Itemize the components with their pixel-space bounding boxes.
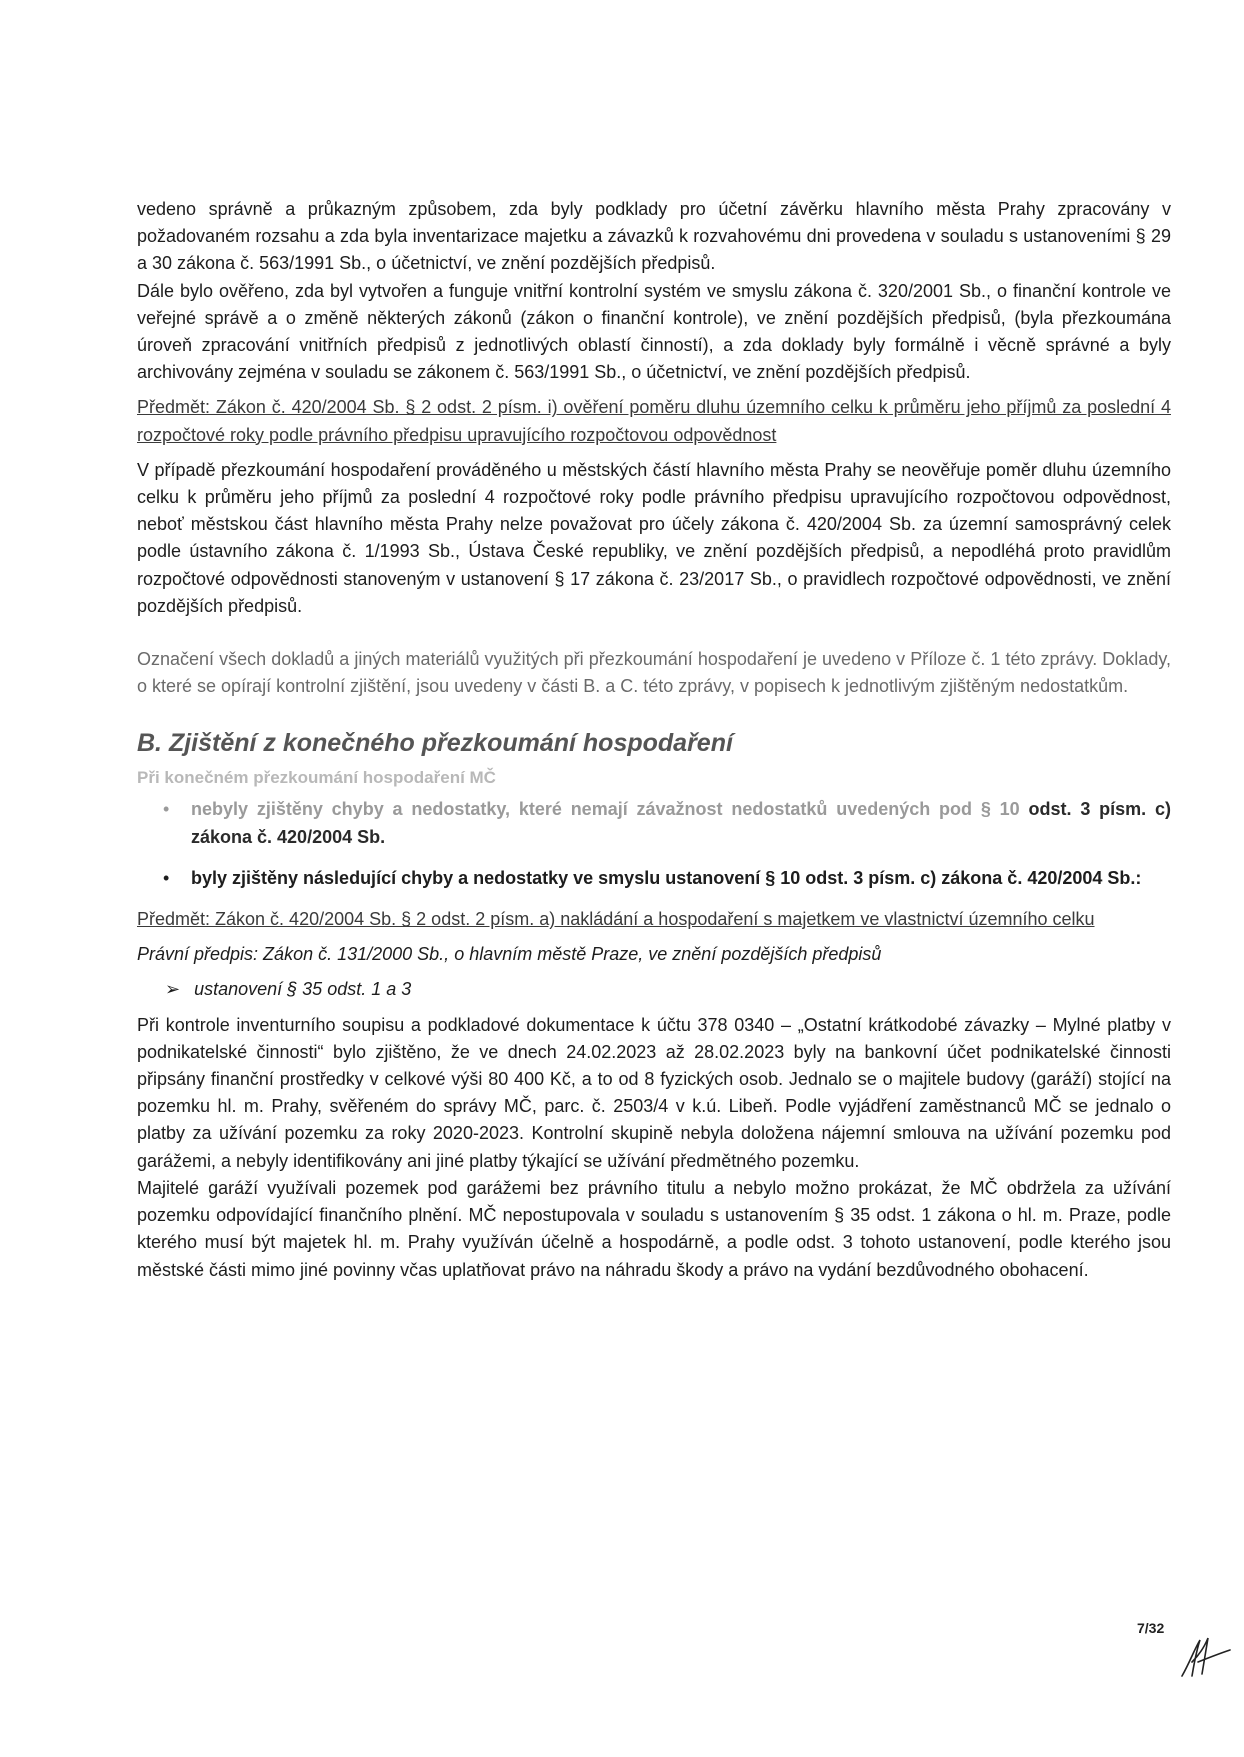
provision-item xyxy=(137,976,1171,1003)
section-b-heading: B. Zjištění z konečného přezkoumání hospodaření xyxy=(137,729,733,758)
subject-debt-ratio: Předmět: Zákon č. 420/2004 Sb. § 2 odst. 2 písm. i) ověření poměru dluhu územního celku k průměru jeho příjmů za poslední 4 rozpočtové roky podle právního předpisu upravujícího rozpočtovou odpovědnost xyxy=(137,397,1171,445)
bullet-icon: • xyxy=(163,799,170,820)
finding-found-text: byly zjištěny následující chyby a nedostatky ve smyslu ustanovení § 10 odst. 3 písm. c) zákona č. 420/2004 Sb.: xyxy=(191,867,1142,888)
paragraph-documents: Označení všech dokladů a jiných materiálů využitých při přezkoumání hospodaření je uvedeno v Příloze č. 1 této zprávy. Doklady, o které se opírají kontrolní zjištění, jsou uvedeny v části B. a C. této zprávy, v popisech k jednotlivým zjištěným nedostatkům. xyxy=(137,649,1171,697)
subject-property: Předmět: Zákon č. 420/2004 Sb. § 2 odst. 2 písm. a) nakládání a hospodaření s majetkem ve vlastnictví územního celku xyxy=(137,909,1095,930)
list-item xyxy=(163,796,1171,850)
finding-none-text: nebyly zjištěny chyby a nedostatky, které nemají závažnost nedostatků uvedených pod § 10 xyxy=(191,799,1020,820)
bullet-icon: • xyxy=(163,867,170,888)
section-b-subheading: Při konečném přezkoumání hospodaření MČ xyxy=(137,768,496,788)
list-item xyxy=(163,865,1171,892)
signature-icon xyxy=(1176,1632,1232,1680)
legal-regulation: Právní předpis: Zákon č. 131/2000 Sb., o hlavním městě Praze, ve znění pozdějších předpisů xyxy=(137,944,882,965)
findings-list xyxy=(137,796,1171,892)
arrow-bullet-icon: ➢ xyxy=(165,979,181,1000)
paragraph-debt-ratio: V případě přezkoumání hospodaření prováděného u městských částí hlavního města Prahy se neověřuje poměr dluhu územního celku k průměru jeho příjmů za poslední 4 rozpočtové roky podle právního předpisu upravujícího rozpočtovou odpovědnost, neboť městskou část hlavního města Prahy nelze považovat pro účely zákona č. 420/2004 Sb. za územní samosprávný celek podle ústavního zákona č. 1/1993 Sb., Ústava České republiky, ve znění pozdějších předpisů, a nepodléhá proto pravidlům rozpočtové odpovědnosti stanoveným v ustanovení § 17 zákona č. 23/2017 Sb., o pravidlech rozpočtové odpovědnosti, ve znění pozdějších předpisů. xyxy=(137,459,1171,616)
provision-text: ustanovení § 35 odst. 1 a 3 xyxy=(194,979,412,1000)
paragraph-inventory-finding: Při kontrole inventurního soupisu a podkladové dokumentace k účtu 378 0340 – „Ostatní krátkodobé závazky – Mylné platby v podnikatelské činnosti“ bylo zjištěno, že ve dnech 24.02.2023 až 28.02.2023 byly na bankovní účet podnikatelské činnosti připsány finanční prostředky v celkové výši 80 400 Kč, a to od 8 fyzických osob. Jednalo se o majitele budovy (garáží) stojící na pozemku hl. m. Prahy, svěřeném do správy MČ, parc. č. 2503/4 v k.ú. Libeň. Podle vyjádření zaměstnanců MČ se jednalo o platby za užívání pozemku za roky 2020-2023. Kontrolní skupině nebyla doložena nájemní smlouva na užívání pozemku pod garážemi, a nebyly identifikovány ani jiné platby týkající se užívání předmětného pozemku. xyxy=(137,1014,1171,1171)
paragraph-conclusion: Majitelé garáží využívali pozemek pod garážemi bez právního titulu a nebylo možno prokázat, že MČ obdržela za užívání pozemku odpovídající finančního plnění. MČ nepostupovala v souladu s ustanovením § 35 odst. 1 zákona o hl. m. Praze, podle kterého musí být majetek hl. m. Prahy využíván účelně a hospodárně, a podle odst. 3 tohoto ustanovení, podle kterého jsou městské části mimo jiné povinny včas uplatňovat právo na náhradu škody a právo na vydání bezdůvodného obohacení. xyxy=(137,1177,1171,1280)
page-number: 7/32 xyxy=(1137,1620,1165,1636)
document-body xyxy=(137,196,1171,1284)
paragraph-accounting: vedeno správně a průkazným způsobem, zda byly podklady pro účetní závěrku hlavního města Prahy zpracovány v požadovaném rozsahu a zda byla inventarizace majetku a závazků k rozvahovému dni provedena v souladu s ustanoveními § 29 a 30 zákona č. 563/1991 Sb., o účetnictví, ve znění pozdějších předpisů. xyxy=(137,199,1171,274)
paragraph-control-system: Dále bylo ověřeno, zda byl vytvořen a funguje vnitřní kontrolní systém ve smyslu zákona č. 320/2001 Sb., o finanční kontrole ve veřejné správě a o změně některých zákonů (zákon o finanční kontrole), ve znění pozdějších předpisů, (byla přezkoumána úroveň zpracování vnitřních předpisů z jednotlivých oblastí činností), a zda doklady byly formálně i věcně správné a byly archivovány zejména v souladu se zákonem č. 563/1991 Sb., o účetnictví, ve znění pozdějších předpisů. xyxy=(137,280,1171,383)
finding-none-reference: odst. 3 písm. c) zákona č. 420/2004 Sb. xyxy=(191,799,1171,847)
